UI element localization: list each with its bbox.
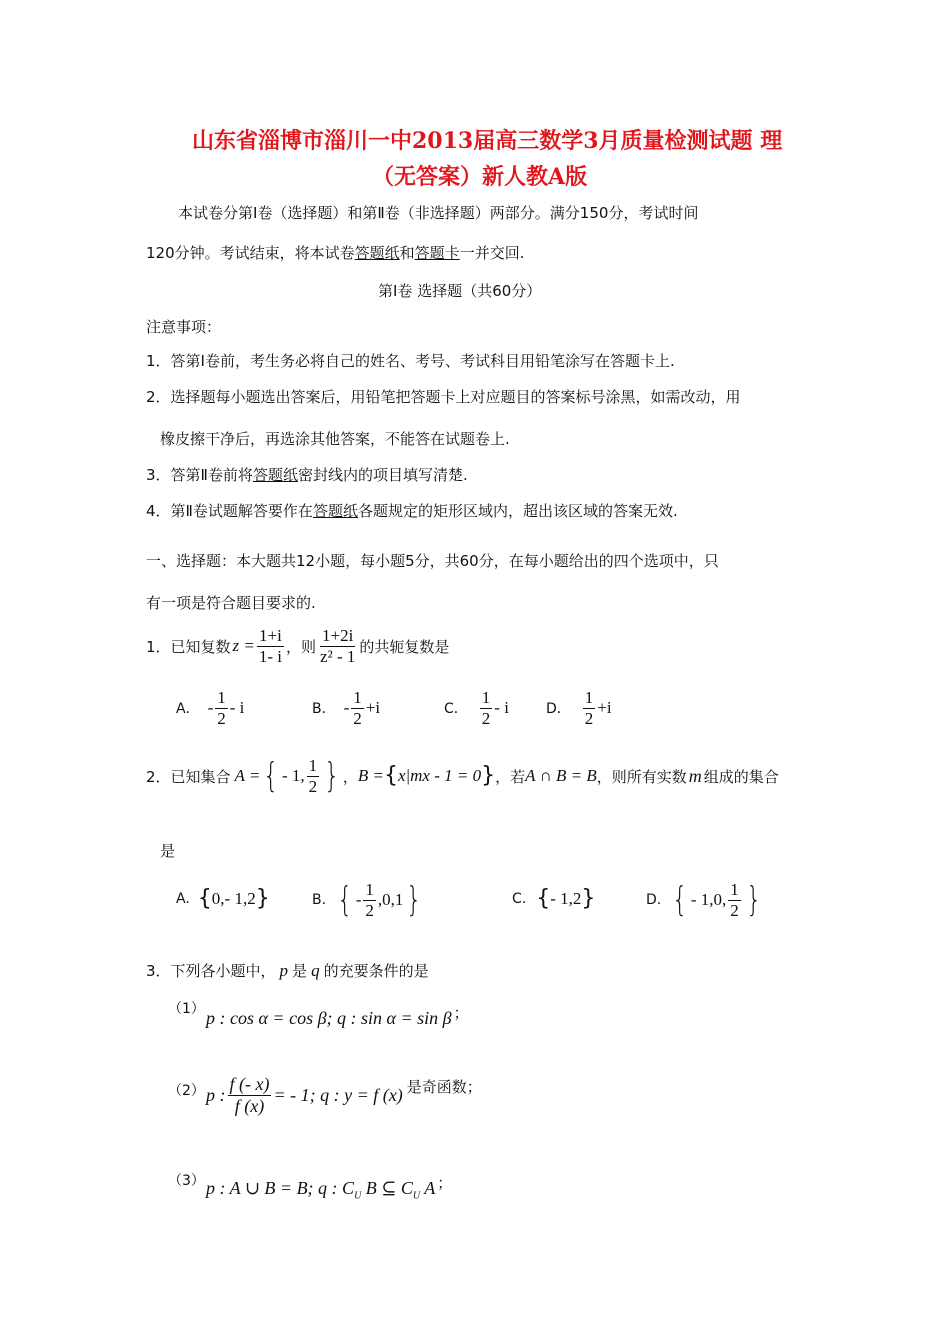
q1-z-fraction	[257, 626, 284, 666]
q1-e-den: z² - 1	[320, 646, 356, 666]
q2-option-b-label: B.	[312, 892, 327, 909]
intro-text-c: 一并交回.	[459, 244, 525, 262]
q3-item-3-sub-2: U	[412, 1190, 421, 1202]
q2-line-2: 是	[160, 842, 176, 860]
q3-lead: 3．下列各小题中，	[146, 962, 276, 980]
q1-option-a-sign: -	[207, 698, 214, 718]
q1-option-b	[312, 688, 380, 728]
q2-option-a-value: 0,- 1,2	[211, 889, 256, 908]
q1-option-c	[444, 688, 509, 728]
q3-item-2-den: f (x)	[234, 1095, 265, 1116]
answer-card-underlined: 答题卡	[414, 244, 460, 262]
q2-option-b-num: 1	[365, 880, 374, 899]
q1-option-d-label: D．	[546, 701, 571, 718]
q1-option-b-fraction	[351, 688, 364, 728]
q3-item-3	[206, 1174, 453, 1202]
q2-set-a-elements: - 1,	[282, 766, 305, 786]
q3-item-3-end: ；	[437, 1174, 453, 1192]
q2-option-a-open-brace: {	[197, 886, 212, 911]
question-3	[146, 960, 429, 981]
note-4-underlined: 答题纸	[312, 502, 358, 520]
q1-option-d	[546, 688, 612, 728]
question-1	[146, 626, 449, 666]
q3-q: q	[311, 960, 320, 980]
q1-option-b-num: 1	[353, 688, 362, 707]
title-line-2: （无答案）新人教A版	[372, 164, 588, 190]
q2-option-d-num: 1	[730, 880, 739, 899]
note-4-b: 各题规定的矩形区域内，超出该区域的答案无效.	[357, 502, 678, 520]
section-heading: 第Ⅰ卷 选择题（共60分）	[378, 282, 542, 300]
q1-option-a	[176, 688, 244, 728]
q2-option-b-den: 2	[365, 900, 374, 920]
q2-set-a-label: A =	[234, 766, 261, 786]
q2-set-b-body: x|mx - 1 = 0	[397, 766, 482, 786]
q1-option-c-rest: - i	[494, 698, 509, 718]
q2-option-b-post: ,0,1	[377, 890, 404, 910]
q3-p: p	[279, 960, 289, 980]
q1-option-c-num: 1	[481, 688, 491, 707]
q3-item-3-formula	[206, 1178, 435, 1202]
q1-option-a-label: A．	[176, 701, 200, 718]
q2-set-b-open-brace: {	[383, 763, 398, 789]
part-1-line-2: 有一项是符合题目要求的.	[146, 594, 316, 612]
q2-option-c-open-brace: {	[536, 886, 551, 911]
note-4	[146, 500, 678, 521]
q2-option-a-close-brace: }	[255, 886, 270, 911]
q2-option-d-fraction	[728, 880, 741, 920]
q3-is: 是	[292, 962, 308, 980]
q3-tail: 的充要条件的是	[323, 962, 429, 980]
q2-option-c-label: C.	[512, 891, 527, 907]
q1-expression-fraction	[318, 626, 357, 666]
q1-option-a-rest: - i	[229, 698, 245, 718]
question-2	[146, 756, 779, 796]
q1-option-d-rest: +i	[597, 698, 612, 718]
q2-option-b	[312, 880, 425, 920]
note-1: 1．答第Ⅰ卷前，考生务必将自己的姓名、考号、考试科目用铅笔涂写在答题卡上.	[146, 352, 675, 370]
q3-item-2-pre: p :	[206, 1084, 226, 1105]
q2-set-b-close-brace: }	[481, 763, 496, 789]
q3-item-2-fraction	[228, 1074, 272, 1116]
note-2-line-1: 2．选择题每小题选出答案后，用铅笔把答题卡上对应题目的答案标号涂黑，如需改动，用	[146, 388, 741, 406]
q2-lead: 2．已知集合	[146, 767, 231, 786]
q2-option-b-fraction	[363, 880, 376, 920]
q1-option-d-fraction	[583, 688, 596, 728]
intro-line-2	[146, 242, 524, 263]
q3-item-1-formula: p : cos α = cos β; q : sin α = sin β	[206, 1008, 452, 1028]
q2-option-b-close-brace: }	[406, 880, 422, 921]
q2-option-c-value: - 1,2	[550, 889, 582, 908]
q1-option-b-den: 2	[353, 708, 362, 728]
q2-condition: A ∩ B = B	[525, 766, 597, 786]
note-3	[146, 464, 468, 485]
note-3-a: 3．答第Ⅱ卷前将	[146, 466, 253, 484]
q1-option-a-den: 2	[217, 708, 226, 728]
q2-option-c	[512, 888, 595, 910]
q1-option-b-rest: +i	[365, 698, 381, 718]
q3-item-2-end: 是奇函数；	[406, 1077, 482, 1096]
note-2-line-2: 橡皮擦干净后，再选涂其他答案，不能答在试题卷上.	[160, 430, 510, 448]
q2-option-a-label: A.	[176, 891, 190, 907]
q2-option-d-pre: - 1,0,	[690, 890, 727, 910]
q2-option-b-open-brace: {	[337, 880, 353, 921]
q2-option-a	[176, 888, 270, 910]
intro-text-b: 和	[399, 244, 415, 262]
part-1-line-1: 一、选择题：本大题共12小题，每小题5分，共60分，在每小题给出的四个选项中，只	[146, 552, 719, 570]
q3-item-2	[206, 1074, 482, 1116]
q1-option-c-fraction	[480, 688, 493, 728]
q2-set-a-close-brace: }	[324, 756, 340, 797]
intro-text-a: 120分钟。考试结束，将本试卷	[146, 244, 355, 262]
q1-option-d-num: 1	[584, 688, 594, 707]
q1-z-den: 1- i	[258, 646, 283, 666]
q3-item-1-label: （1）	[168, 1001, 205, 1017]
q2-set-a-num: 1	[308, 756, 318, 775]
q1-option-a-fraction	[215, 688, 228, 728]
q2-comma: ，	[342, 767, 358, 786]
q2-cond-tail: ，则所有实数	[596, 767, 687, 786]
q3-item-2-num: f (- x)	[229, 1074, 270, 1094]
q1-option-b-label: B．	[312, 701, 336, 718]
q3-item-1-end: ；	[453, 1004, 469, 1022]
q3-item-3-sub-1: U	[354, 1190, 362, 1202]
q2-option-b-pre: -	[355, 890, 362, 910]
q2-cond-lead: ，若	[495, 767, 526, 786]
q1-z: z =	[232, 636, 255, 656]
q2-set-a-open-brace: {	[263, 756, 279, 797]
intro-line-1: 本试卷分第Ⅰ卷（选择题）和第Ⅱ卷（非选择题）两部分。满分150分，考试时间	[178, 204, 699, 222]
q2-option-d-den: 2	[730, 900, 739, 920]
q2-set-a-den: 2	[308, 776, 318, 796]
note-4-a: 4．第Ⅱ卷试题解答要作在	[146, 502, 313, 520]
q3-item-3-tail: A	[420, 1178, 436, 1198]
q3-item-3-a: p : A ∪ B = B; q : C	[206, 1178, 355, 1198]
q1-option-c-label: C．	[444, 701, 468, 718]
q2-end: 组成的集合	[703, 767, 779, 786]
q1-option-b-sign: -	[343, 698, 350, 718]
title-line-1: 山东省淄博市淄川一中2013届高三数学3月质量检测试题 理	[192, 128, 783, 154]
note-3-b: 密封线内的项目填写清楚.	[297, 466, 468, 484]
q1-lead: 1．已知复数	[146, 637, 231, 656]
q1-z-num: 1+i	[259, 626, 282, 645]
q2-set-a-fraction	[307, 756, 320, 796]
q2-set-b-label: B =	[357, 766, 384, 786]
q3-item-1	[206, 1004, 469, 1029]
q3-item-2-label: （2）	[168, 1083, 205, 1099]
q1-option-a-num: 1	[217, 688, 226, 707]
note-3-underlined: 答题纸	[252, 466, 298, 484]
q3-item-3-label: （3）	[168, 1173, 205, 1189]
q2-option-d	[646, 880, 764, 920]
q3-item-2-post: = - 1; q : y = f (x)	[273, 1084, 403, 1105]
q1-e-num: 1+2i	[322, 626, 354, 645]
q1-option-d-den: 2	[584, 708, 594, 728]
answer-sheet-underlined: 答题纸	[354, 244, 400, 262]
q2-option-c-close-brace: }	[581, 886, 596, 911]
q3-item-3-mid: B ⊆ C	[361, 1178, 413, 1198]
q2-option-d-close-brace: }	[746, 880, 762, 921]
q2-option-d-open-brace: {	[672, 880, 688, 921]
q1-mid: ，则	[286, 637, 317, 656]
q1-tail: 的共轭复数是	[359, 637, 450, 656]
notes-heading: 注意事项：	[146, 318, 222, 336]
q1-option-c-den: 2	[481, 708, 491, 728]
q2-var-m: m	[688, 765, 702, 786]
q2-option-d-label: D.	[646, 892, 662, 909]
